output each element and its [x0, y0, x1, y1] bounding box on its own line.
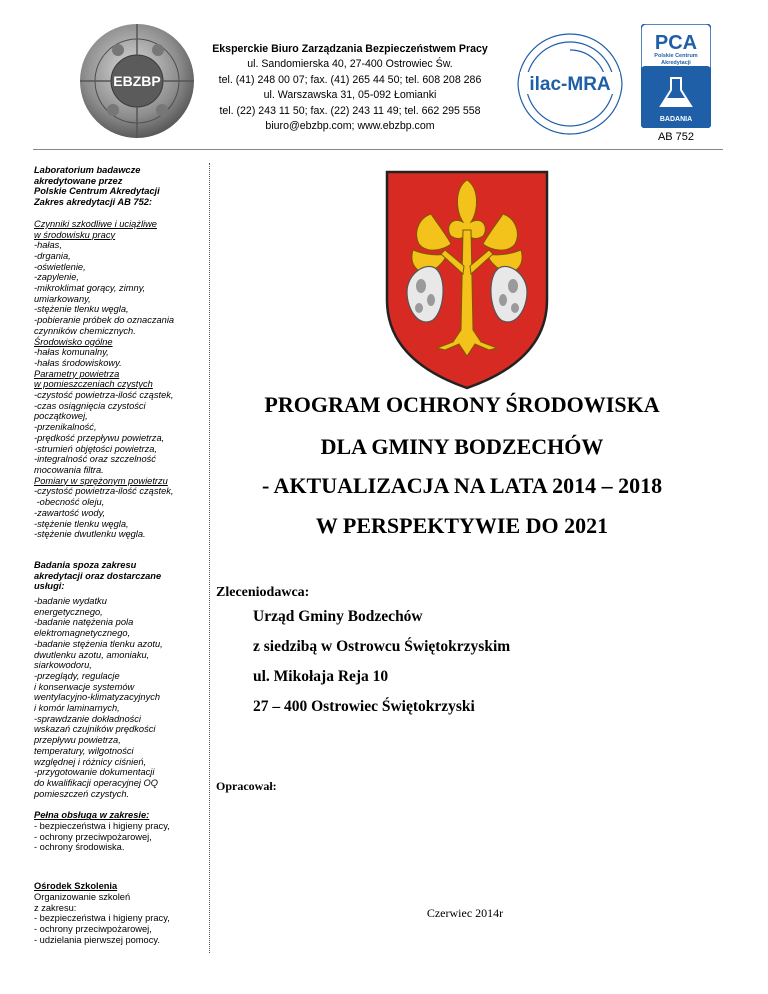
section-title: Czynniki szkodliwe i uciążliwe w środowisku pracy	[34, 218, 157, 240]
section-list: -czystość powietrza-ilość cząstek, -czas osiągnięcia czystości początkowej, -przenikalność, -prędkość przepływu powietrza, -strumień objętości powietrza, -integralność oraz szczelność mocowania filtra.	[34, 390, 174, 475]
svg-text:EBZBP: EBZBP	[113, 73, 161, 89]
company-contact: biuro@ebzbp.com; www.ebzbp.com	[265, 120, 435, 133]
document-title: - AKTUALIZACJA NA LATA 2014 – 2018	[261, 473, 663, 498]
document-title: PROGRAM OCHRONY ŚRODOWISKA	[264, 392, 660, 417]
training-title: Ośrodek Szkolenia	[34, 881, 118, 892]
training-list: Organizowanie szkoleń z zakresu: - bezpieczeństwa i higieny pracy, - ochrony przeciwpożarowej, - udzielania pierwszej pomocy.	[34, 891, 170, 945]
pca-logo	[641, 24, 711, 128]
sidebar	[34, 165, 210, 945]
client-line: Urząd Gminy Bodzechów	[253, 608, 423, 625]
svg-text:PCA: PCA	[654, 32, 698, 54]
client-label: Zleceniodawca:	[216, 585, 310, 600]
client-line: z siedzibą w Ostrowcu Świętokrzyskim	[253, 638, 511, 655]
document-title: DLA GMINY BODZECHÓW	[320, 434, 604, 459]
author-label: Opracował:	[216, 779, 277, 793]
extra-list: -badanie wydatku energetycznego, -badanie natężenia pola elektromagnetycznego, -badanie stężenia tlenku azotu, dwutlenku azotu, amoniaku, siarkowodoru, -przeglądy, regulacje i konserwacje systemów wentylacyjno-klimatyzacyjnych i komór laminarnych, -sprawdzanie dokładności wskazań czujników prędkości przepływu powietrza, temperatury, wilgotności względnej i różnicy ciśnień, -przygotowanie dokumentacji do kwalifikacji operacyjnej OQ pomieszczeń czystych.	[34, 596, 163, 799]
document-title: W PERSPEKTYWIE DO 2021	[315, 513, 609, 538]
section-title: Parametry powietrza w pomieszczeniach czystych	[34, 368, 153, 390]
service-list: - bezpieczeństwa i higieny pracy, - ochrony przeciwpożarowej, - ochrony środowiska.	[34, 821, 170, 853]
document-date: Czerwiec 2014r	[426, 906, 504, 920]
ebzbp-logo	[78, 22, 196, 140]
company-line: ul. Sandomierska 40, 27-400 Ostrowiec Św.	[247, 58, 453, 71]
accreditation-number: AB 752	[657, 131, 695, 143]
company-line: ul. Warszawska 31, 05-092 Łomianki	[263, 89, 437, 102]
section-title: Środowisko ogólne	[34, 336, 113, 347]
coat-of-arms-image	[385, 170, 549, 390]
company-line: tel. (22) 243 11 50; fax. (22) 243 11 49; tel. 662 295 558	[219, 104, 481, 117]
section-list: -hałas, -drgania, -oświetlenie, -zapylenie, -mikroklimat gorący, zimny, umiarkowany, -stężenie tlenku węgla, -pobieranie próbek do oznaczania czynników chemicznych.	[34, 240, 175, 336]
company-line: tel. (41) 248 00 07; fax. (41) 265 44 50; tel. 608 208 286	[218, 73, 482, 86]
section-list: -hałas komunalny, -hałas środowiskowy.	[34, 347, 122, 368]
extra-heading: Badania spoza zakresu akredytacji oraz dostarczane usługi:	[34, 559, 162, 592]
svg-text:Polskie Centrum: Polskie Centrum	[654, 53, 698, 59]
svg-text:Akredytacji: Akredytacji	[661, 60, 691, 66]
section-title: Pomiary w sprężonym powietrzu	[34, 475, 168, 486]
svg-text:BADANIA: BADANIA	[659, 116, 693, 123]
client-line: 27 – 400 Ostrowiec Świętokrzyski	[253, 698, 475, 715]
company-name: Eksperckie Biuro Zarządzania Bezpieczeństwem Pracy	[212, 43, 488, 55]
service-title: Pełna obsługa w zakresie:	[34, 810, 150, 821]
client-line: ul. Mikołaja Reja 10	[253, 668, 389, 685]
company-info	[196, 42, 504, 134]
section-list: -czystość powietrza-ilość cząstek, -obecność oleju, -zawartość wody, -stężenie tlenku węgla, -stężenie dwutlenku węgla.	[34, 486, 174, 540]
ilac-mra-logo	[512, 28, 628, 140]
accreditation-heading: Laboratorium badawcze akredytowane przez Polskie Centrum Akredytacji Zakres akredytacji AB 752:	[34, 165, 160, 208]
header-divider	[33, 149, 723, 150]
svg-text:ilac-MRA: ilac-MRA	[529, 74, 611, 95]
